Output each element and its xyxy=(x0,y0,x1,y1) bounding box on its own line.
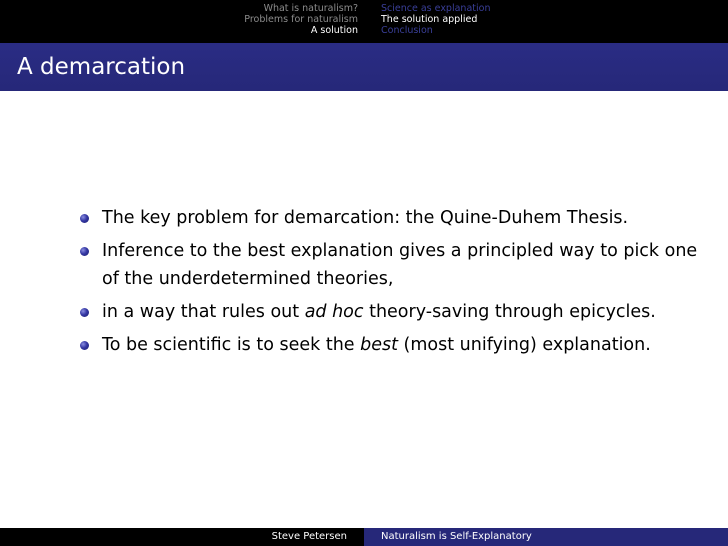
frame-title-bar xyxy=(0,43,728,91)
bullet-item xyxy=(80,298,700,326)
bullet-dot-icon xyxy=(80,308,89,317)
bullet-text-post: theory-saving through epicycles. xyxy=(363,302,656,322)
bullet-text-pre: in a way that rules out xyxy=(102,302,305,322)
bullet-item xyxy=(80,204,700,232)
bullet-list xyxy=(80,204,700,364)
bullet-text-emphasis: ad hoc xyxy=(304,302,364,322)
footer-talk-title: Naturalism is Self-Explanatory xyxy=(381,531,532,542)
bullet-item xyxy=(80,237,700,293)
footline xyxy=(0,528,728,546)
nav-section-what-is-naturalism[interactable]: What is naturalism? xyxy=(263,3,358,14)
bullet-dot-icon xyxy=(80,247,89,256)
footer-author-box xyxy=(0,528,364,546)
bullet-text-post: (most unifying) explanation. xyxy=(397,335,651,355)
bullet-text: Inference to the best explanation gives a principled way to pick one of the underdetermined theories, xyxy=(102,241,698,289)
nav-subsection-science-as-explanation[interactable]: Science as explanation xyxy=(381,3,491,14)
nav-section-a-solution[interactable]: A solution xyxy=(310,25,358,36)
bullet-dot-icon xyxy=(80,341,89,350)
footer-title-box xyxy=(364,528,728,546)
nav-section-problems-for-naturalism[interactable]: Problems for naturalism xyxy=(244,14,358,25)
nav-subsection-the-solution-applied[interactable]: The solution applied xyxy=(381,14,478,25)
bullet-text-emphasis: best xyxy=(360,335,398,355)
section-list xyxy=(244,3,358,36)
footer-author: Steve Petersen xyxy=(271,531,347,542)
bullet-dot-icon xyxy=(80,214,89,223)
bullet-text-pre: To be scientific is to seek the xyxy=(102,335,361,355)
nav-subsection-conclusion[interactable]: Conclusion xyxy=(381,25,433,36)
frame-title: A demarcation xyxy=(17,54,186,80)
bullet-item xyxy=(80,331,700,359)
bullet-text: The key problem for demarcation: the Quine-Duhem Thesis. xyxy=(102,208,629,228)
subsection-list xyxy=(381,3,490,36)
section-navigation-bar xyxy=(0,0,728,43)
